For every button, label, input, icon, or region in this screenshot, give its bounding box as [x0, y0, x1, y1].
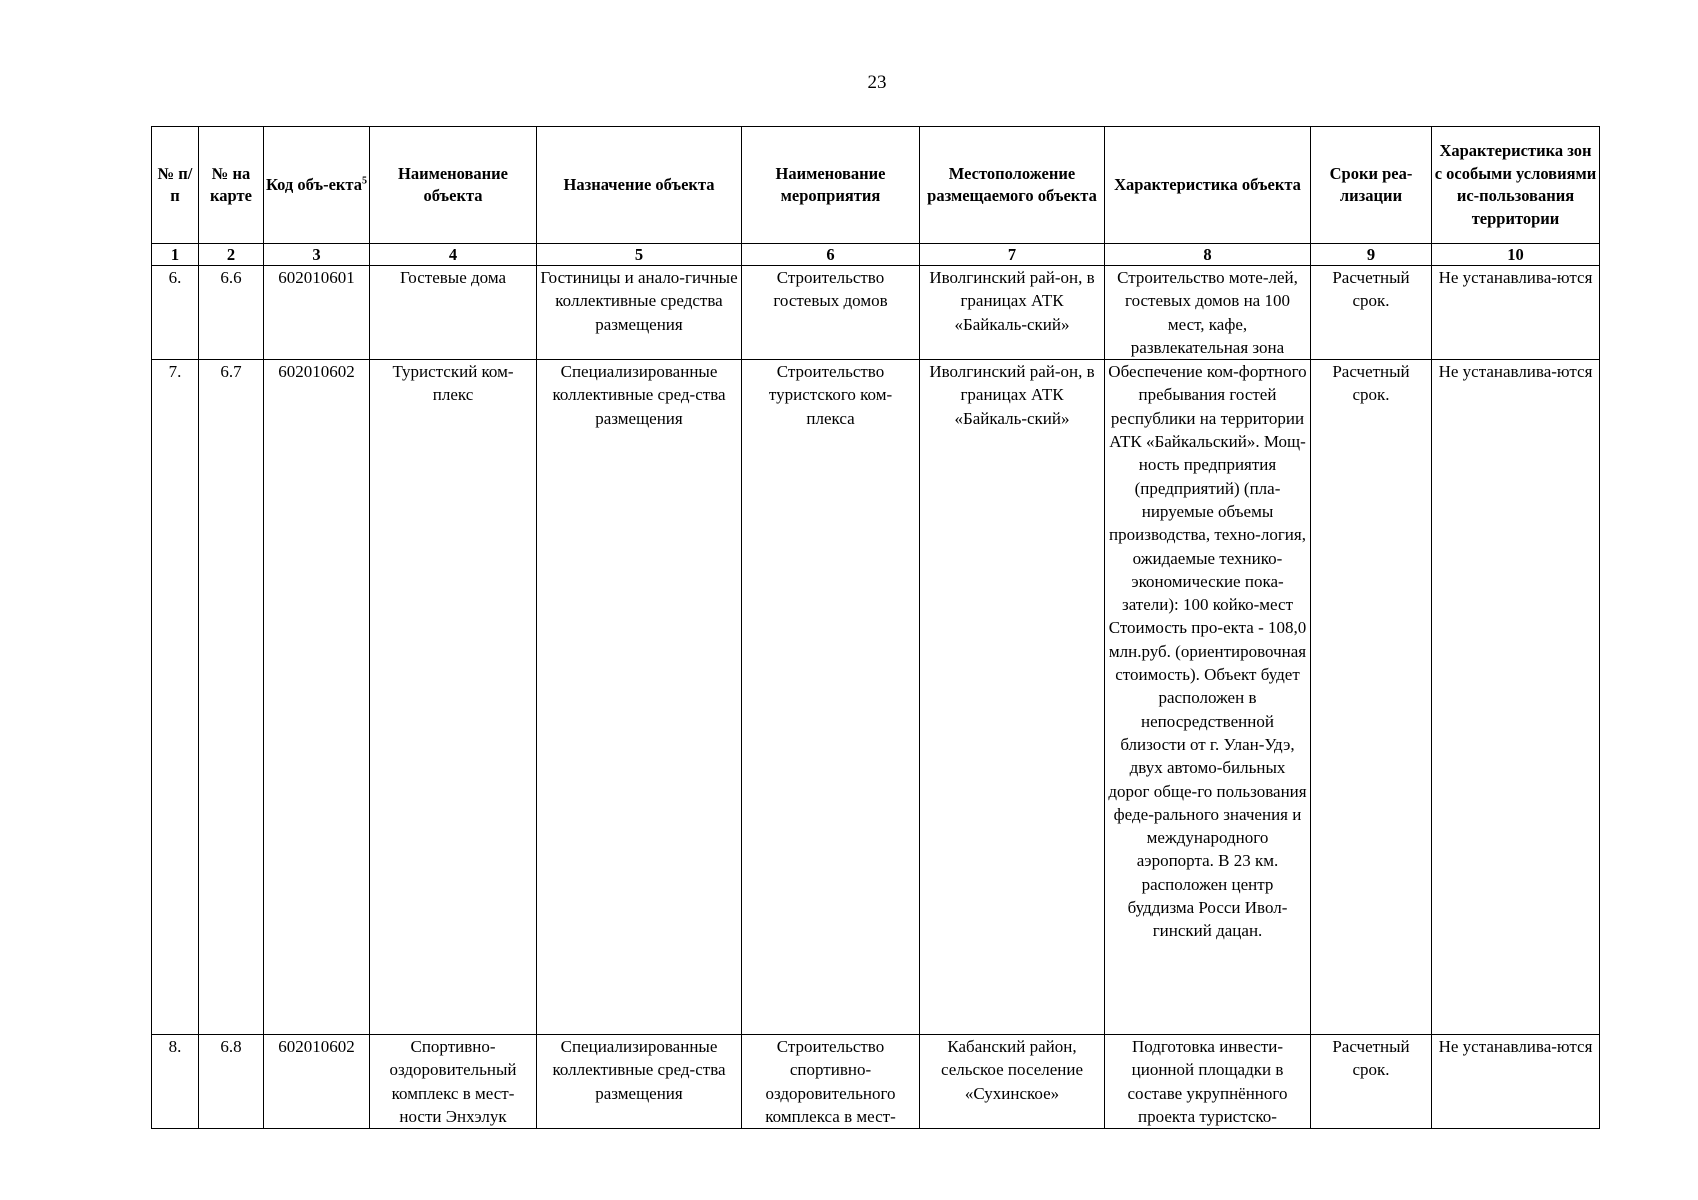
- table-cell: Расчетный срок.: [1311, 1035, 1432, 1129]
- table-cell: Туристский ком-плекс: [370, 360, 537, 1035]
- column-number: 6: [742, 244, 920, 266]
- table-cell: Не устанавлива-ются: [1432, 1035, 1600, 1129]
- table-cell: 8.: [152, 1035, 199, 1129]
- table-cell: Строительство гостевых домов: [742, 266, 920, 360]
- table-cell: Спортивно-оздоровительный комплекс в мест-ности Энхэлук: [370, 1035, 537, 1129]
- table-cell: Гостиницы и анало-гичные коллективные средства размещения: [537, 266, 742, 360]
- table-cell: Специализированные коллективные сред-ства размещения: [537, 360, 742, 1035]
- footnote-marker: 5: [361, 175, 367, 187]
- header-cell: Характеристика зон с особыми условиями ис-пользования территории: [1432, 127, 1600, 244]
- table-cell: Строительство туристского ком-плекса: [742, 360, 920, 1035]
- column-number: 4: [370, 244, 537, 266]
- table-cell: Подготовка инвести-ционной площадки в составе укрупнённого проекта туристско-: [1105, 1035, 1311, 1129]
- header-cell: Местоположение размещаемого объекта: [920, 127, 1105, 244]
- table-cell: Иволгинский рай-он, в границах АТК «Байкаль-ский»: [920, 266, 1105, 360]
- column-number: 7: [920, 244, 1105, 266]
- header-cell: Код объ-екта$^5$: [264, 127, 370, 244]
- objects-table: [151, 126, 1600, 1129]
- table-cell: Иволгинский рай-он, в границах АТК «Байкаль-ский»: [920, 360, 1105, 1035]
- table-cell: Гостевые дома: [370, 266, 537, 360]
- column-number: 3: [264, 244, 370, 266]
- header-cell: Наименование объекта: [370, 127, 537, 244]
- table-cell: Не устанавлива-ются: [1432, 360, 1600, 1035]
- table-cell: Расчетный срок.: [1311, 266, 1432, 360]
- column-number-row: [152, 244, 1600, 266]
- table-cell: Кабанский район, сельское поселение «Сухинское»: [920, 1035, 1105, 1129]
- header-cell: Характеристика объекта: [1105, 127, 1311, 244]
- table-cell: 602010601: [264, 266, 370, 360]
- table-cell: Не устанавлива-ются: [1432, 266, 1600, 360]
- table-cell: 7.: [152, 360, 199, 1035]
- table-row: [152, 1035, 1600, 1129]
- table-header-row: [152, 127, 1600, 244]
- table-cell: 6.6: [199, 266, 264, 360]
- column-number: 9: [1311, 244, 1432, 266]
- header-cell: Наименование мероприятия: [742, 127, 920, 244]
- header-cell: № п/п: [152, 127, 199, 244]
- column-number: 2: [199, 244, 264, 266]
- header-cell: Сроки реа-лизации: [1311, 127, 1432, 244]
- page-number: 23: [867, 72, 887, 93]
- table-cell: 6.7: [199, 360, 264, 1035]
- column-number: 10: [1432, 244, 1600, 266]
- table-cell: Строительство моте-лей, гостевых домов на 100 мест, кафе, развлекательная зона: [1105, 266, 1311, 360]
- column-number: 8: [1105, 244, 1311, 266]
- table-cell: Специализированные коллективные сред-ства размещения: [537, 1035, 742, 1129]
- table-cell: Расчетный срок.: [1311, 360, 1432, 1035]
- table-cell: Обеспечение ком-фортного пребывания гостей республики на территории АТК «Байкальский». Мощ-ность предприятия (предприятий) (пла-нируемые объемы производства, техно-логия, ожидаемые технико-экономические пока-затели): 100 койко-мест Стоимость про-екта - 108,0 млн.руб. (ориентировочная стоимость). Объект будет расположен в непосредственной близости от г. Улан-Удэ, двух автомо-бильных дорог обще-го пользования феде-рального значения и международного аэропорта. В 23 км. расположен центр буддизма Росси Ивол-гинский дацан.: [1105, 360, 1311, 1035]
- header-cell: Назначение объекта: [537, 127, 742, 244]
- table-row: [152, 360, 1600, 1035]
- table-cell: 6.8: [199, 1035, 264, 1129]
- table-cell: 602010602: [264, 1035, 370, 1129]
- table-cell: 602010602: [264, 360, 370, 1035]
- table-cell: 6.: [152, 266, 199, 360]
- column-number: 1: [152, 244, 199, 266]
- table-row: [152, 266, 1600, 360]
- table-cell: Строительство спортивно-оздоровительного комплекса в мест-: [742, 1035, 920, 1129]
- column-number: 5: [537, 244, 742, 266]
- header-cell: № на карте: [199, 127, 264, 244]
